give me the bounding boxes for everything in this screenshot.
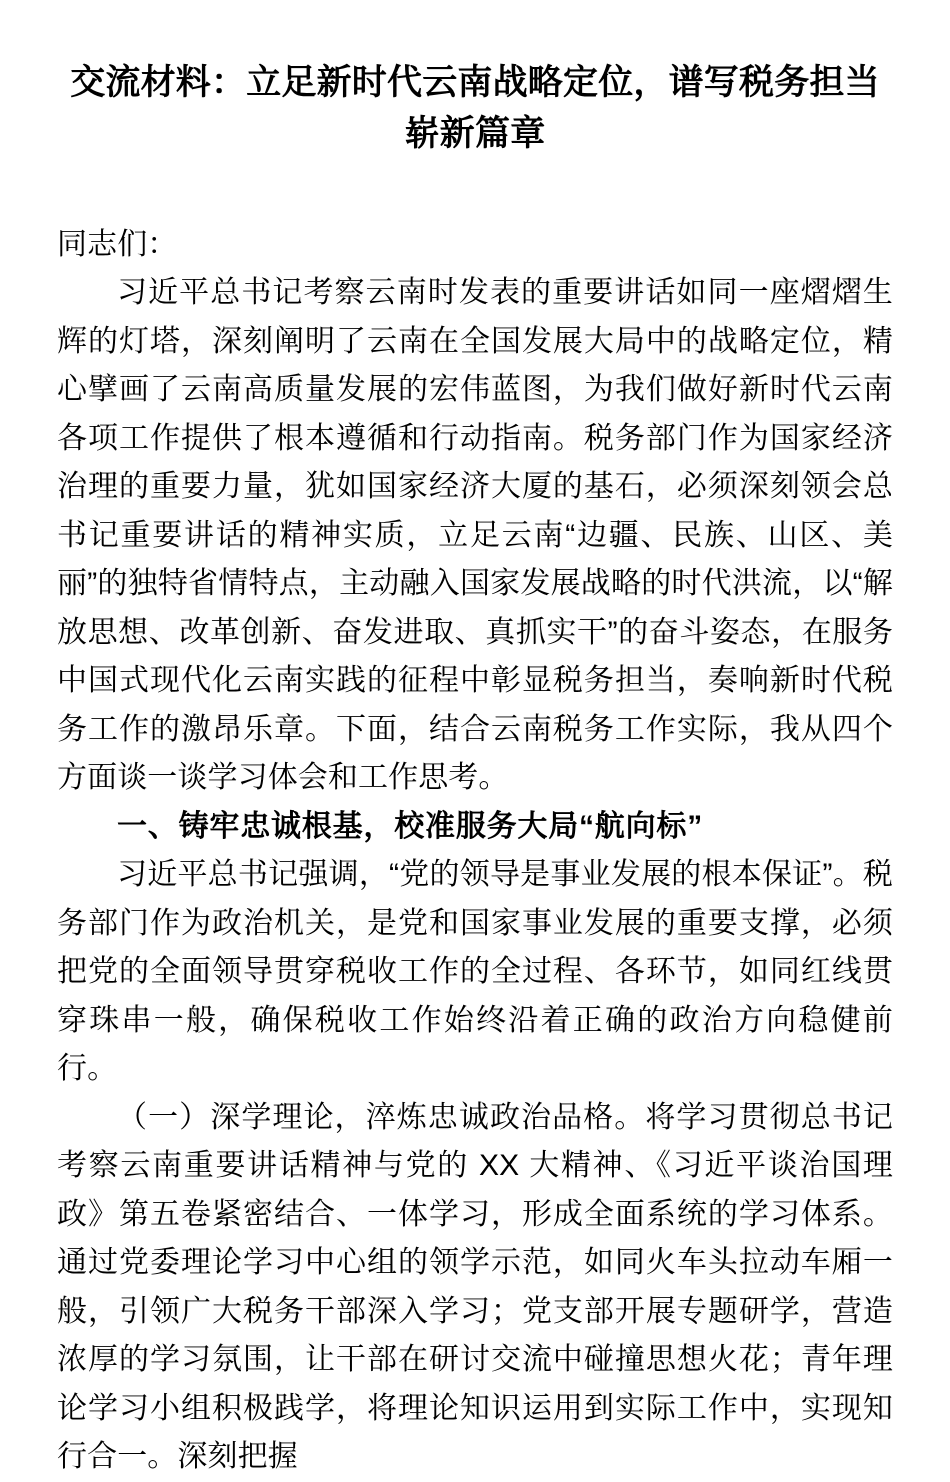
- page-title: 交流材料：立足新时代云南战略定位，谱写税务担当崭新篇章: [70, 63, 880, 153]
- salutation: 同志们：: [57, 228, 178, 261]
- paragraph-intro: 习近平总书记考察云南时发表的重要讲话如同一座熠熠生辉的灯塔，深刻阐明了云南在全国发展大局中的战略定位，精心擘画了云南高质量发展的宏伟蓝图，为我们做好新时代云南各项工作提供了根本遵循和行动指南。税务部门作为国家经济治理的重要力量，犹如国家经济大厦的基石，必须深刻领会总书记重要讲话的精神实质，立足云南“边疆、民族、山区、美丽”的独特省情特点，主动融入国家发展战略的时代洪流，以“解放思想、改革创新、奋发进取、真抓实干”的奋斗姿态，在服务中国式现代化云南实践的征程中彰显税务担当，奏响新时代税务工作的激昂乐章。下面，结合云南税务工作实际，我从四个方面谈一谈学习体会和工作思考。: [57, 276, 893, 794]
- paragraph-section-1-intro: 习近平总书记强调，“党的领导是事业发展的根本保证”。税务部门作为政治机关，是党和国家事业发展的重要支撑，必须把党的全面领导贯穿税收工作的全过程、各环节，如同红线贯穿珠串一般，确保税收工作始终沿着正确的政治方向稳健前行。: [57, 858, 893, 1085]
- document-content: [57, 0, 893, 1482]
- section-heading-1: 一、铸牢忠诚根基，校准服务大局“航向标”: [117, 809, 703, 843]
- paragraph-section-1-sub-1: （一）深学理论，淬炼忠诚政治品格。将学习贯彻总书记考察云南重要讲话精神与党的 XX 大精神、《习近平谈治国理政》第五卷紧密结合、一体学习，形成全面系统的学习体系。通过党委理论学习中心组的领学示范，如同火车头拉动车厢一般，引领广大税务干部深入学习；党支部开展专题研学，营造浓厚的学习氛围，让干部在研讨交流中碰撞思想火花；青年理论学习小组积极践学，将理论知识运用到实际工作中，实现知行合一。深刻把握: [57, 1100, 893, 1473]
